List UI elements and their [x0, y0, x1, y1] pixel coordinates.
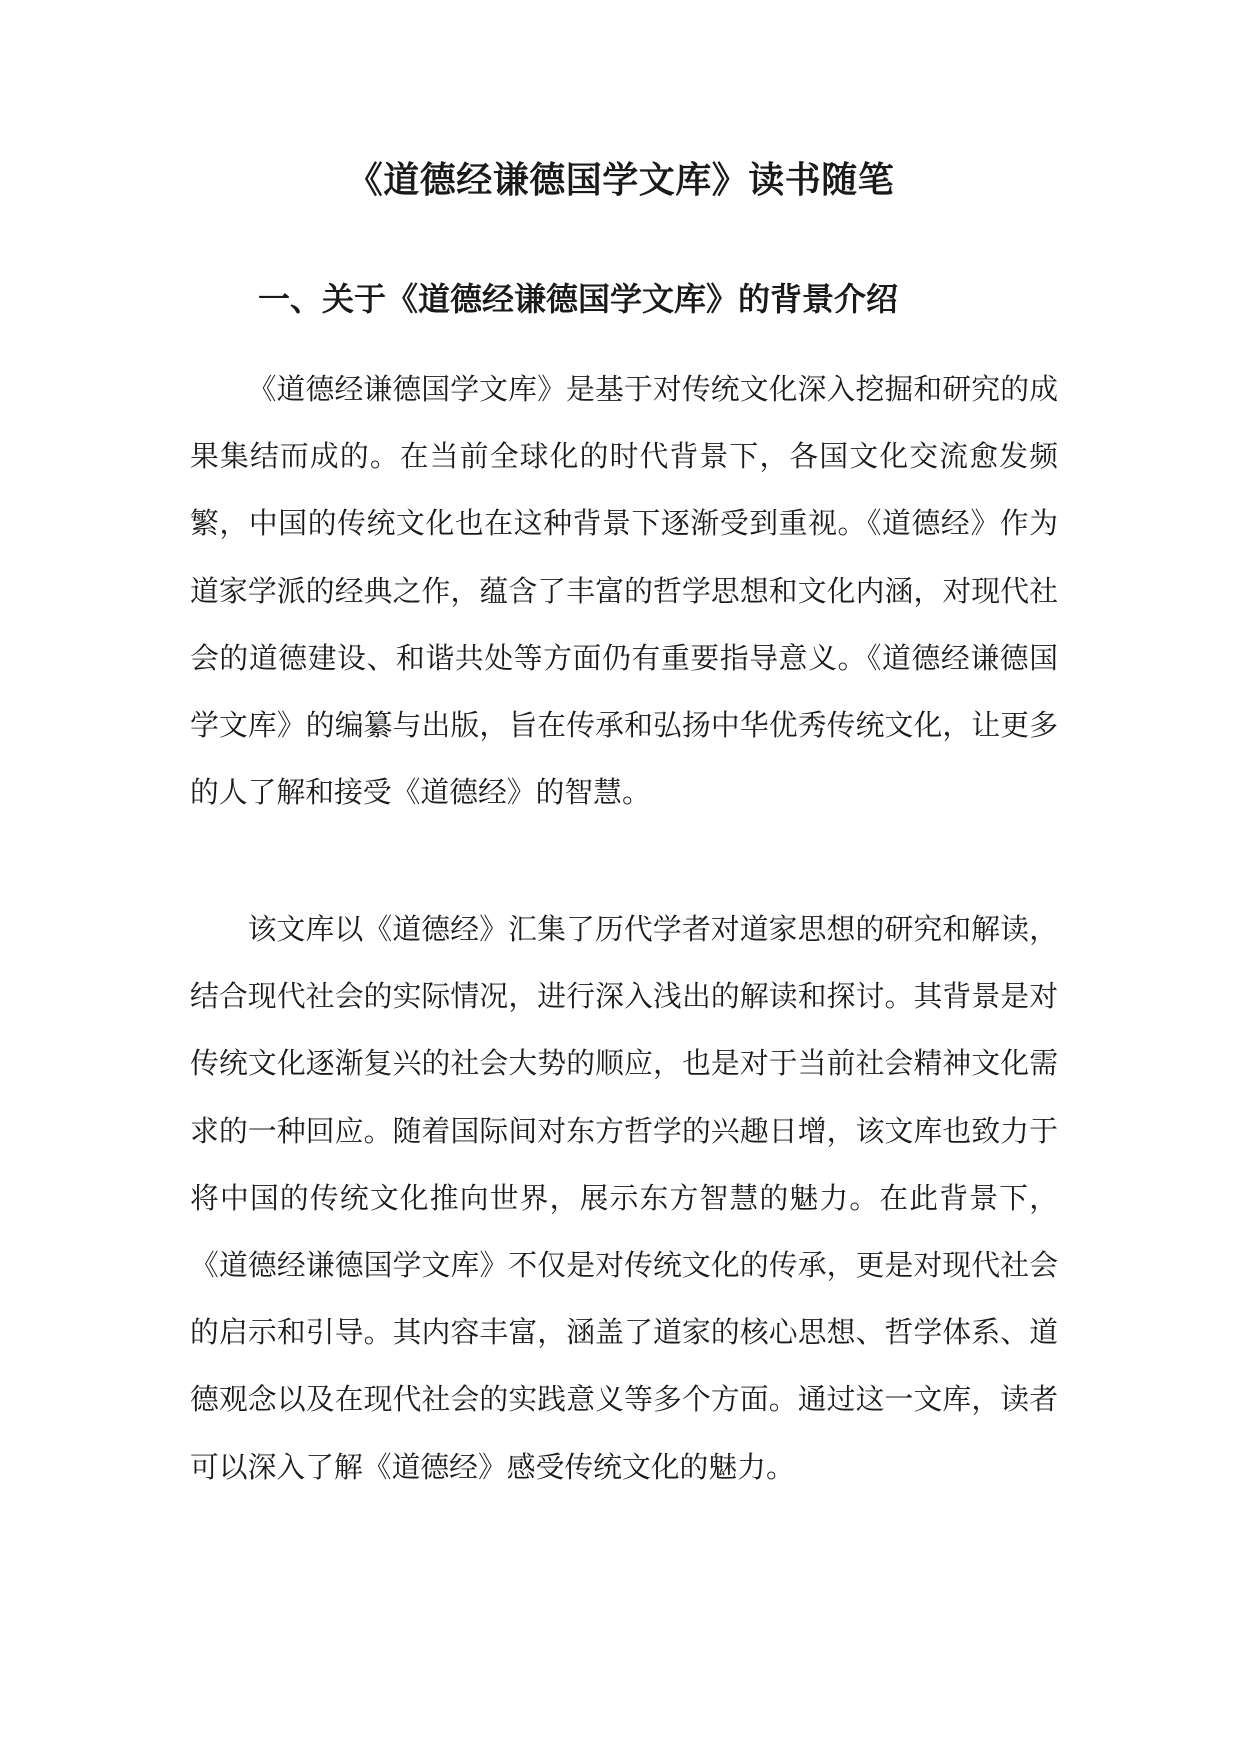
section-heading: 一、关于《道德经谦德国学文库》的背景介绍: [258, 280, 899, 318]
body-paragraph-1: 《道德经谦德国学文库》是基于对传统文化深入挖掘和研究的成果集结而成的。在当前全球化的时代背景下，各国文化交流愈发频繁，中国的传统文化也在这种背景下逐渐受到重视。《道德经》作为道家学派的经典之作，蕴含了丰富的哲学思想和文化内涵，对现代社会的道德建设、和谐共处等方面仍有重要指导意义。《道德经谦德国学文库》的编纂与出版，旨在传承和弘扬中华优秀传统文化，让更多的人了解和接受《道德经》的智慧。: [190, 372, 1058, 810]
body-paragraph-2: 该文库以《道德经》汇集了历代学者对道家思想的研究和解读，结合现代社会的实际情况，进行深入浅出的解读和探讨。其背景是对传统文化逐渐复兴的社会大势的顺应，也是对于当前社会精神文化需求的一种回应。随着国际间对东方哲学的兴趣日增，该文库也致力于将中国的传统文化推向世界，展示东方智慧的魅力。在此背景下，《道德经谦德国学文库》不仅是对传统文化的传承，更是对现代社会的启示和引导。其内容丰富，涵盖了道家的核心思想、哲学体系、道德观念以及在现代社会的实践意义等多个方面。通过这一文库，读者可以深入了解《道德经》感受传统文化的魅力。: [190, 912, 1058, 1484]
document-title: 《道德经谦德国学文库》读书随笔: [346, 159, 895, 201]
